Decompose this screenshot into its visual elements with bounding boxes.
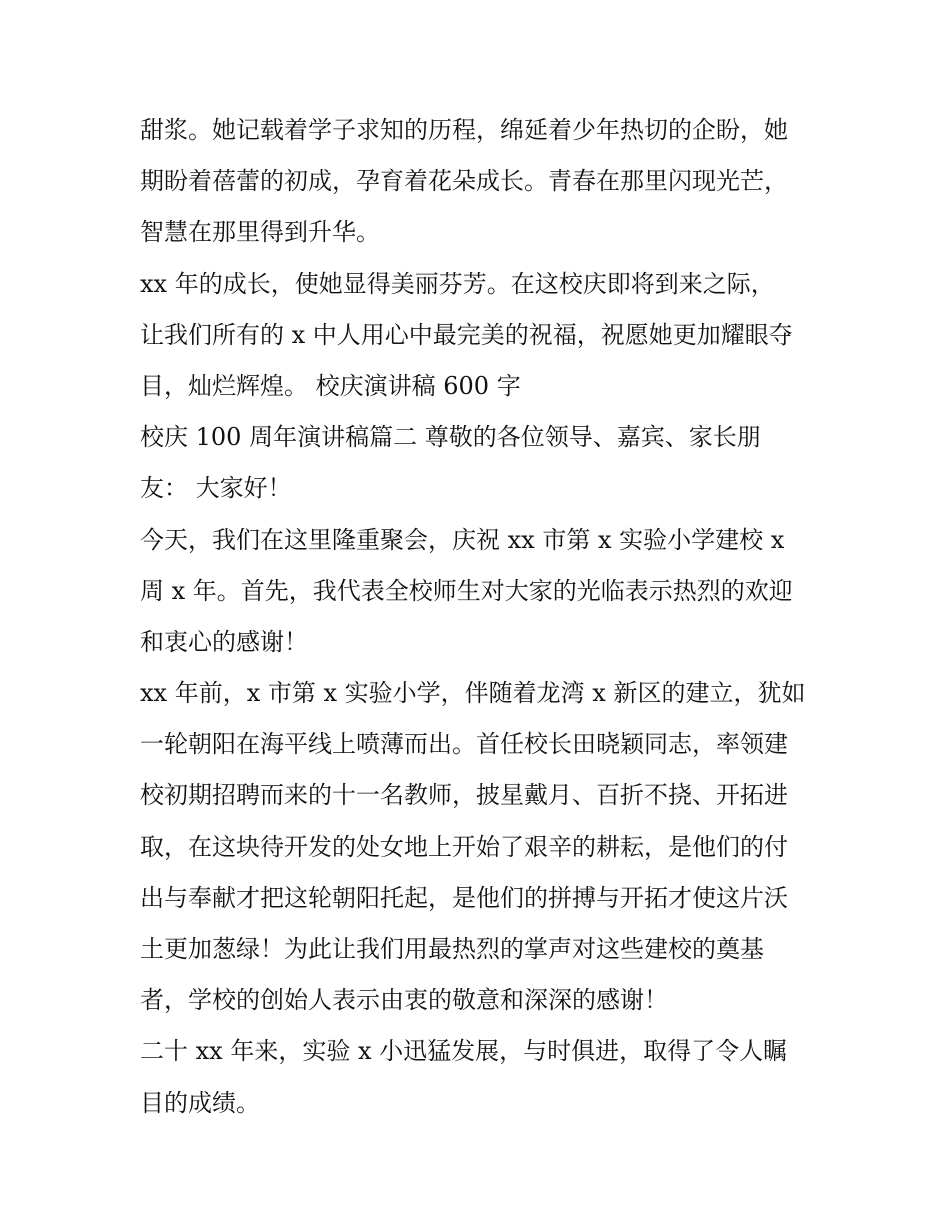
text-line: 今天，我们在这里隆重聚会，庆祝 xx 市第 x 实验小学建校 x: [140, 525, 785, 554]
text-line: xx 年的成长，使她显得美丽芬芳。在这校庆即将到来之际，: [140, 269, 775, 298]
text-line: 土更加葱绿！为此让我们用最热烈的掌声对这些建校的奠基: [140, 935, 764, 963]
text-line: 校初期招聘而来的十一名教师，披星戴月、百折不挠、开拓进: [140, 781, 788, 810]
text-line: 出与奉献才把这轮朝阳托起，是他们的拼搏与开拓才使这片沃: [140, 883, 788, 912]
text-line: 校庆 100 周年演讲稿篇二 尊敬的各位领导、嘉宾、家长朋: [140, 423, 761, 452]
body-text: [140, 105, 820, 1129]
text-line: 周 x 年。首先，我代表全校师生对大家的光临表示热烈的欢迎: [140, 576, 793, 605]
text-line: xx 年前，x 市第 x 实验小学，伴随着龙湾 x 新区的建立，犹如: [140, 679, 806, 708]
text-line: 和衷心的感谢！: [140, 627, 308, 656]
text-line: 智慧在那里得到升华。: [140, 218, 380, 247]
text-line: 一轮朝阳在海平线上喷薄而出。首任校长田晓颖同志，率领建: [140, 730, 788, 759]
text-line: 友： 大家好！: [140, 474, 292, 503]
text-line: 期盼着蓓蕾的初成，孕育着花朵成长。青春在那里闪现光芒，: [140, 167, 788, 196]
text-line: 者，学校的创始人表示由衷的敬意和深深的感谢！: [140, 986, 668, 1015]
text-line: 二十 xx 年来，实验 x 小迅猛发展，与时俱进，取得了令人瞩: [140, 1037, 788, 1066]
text-line: 目，灿烂辉煌。 校庆演讲稿 600 字: [140, 371, 521, 400]
text-line: 目的成绩。: [140, 1088, 260, 1117]
text-line: 甜浆。她记载着学子求知的历程，绵延着少年热切的企盼，她: [140, 116, 788, 144]
text-line: 取，在这块待开发的处女地上开始了艰辛的耕耘，是他们的付: [140, 832, 788, 861]
text-line: 让我们所有的 x 中人用心中最完美的祝福，祝愿她更加耀眼夺: [140, 320, 793, 349]
